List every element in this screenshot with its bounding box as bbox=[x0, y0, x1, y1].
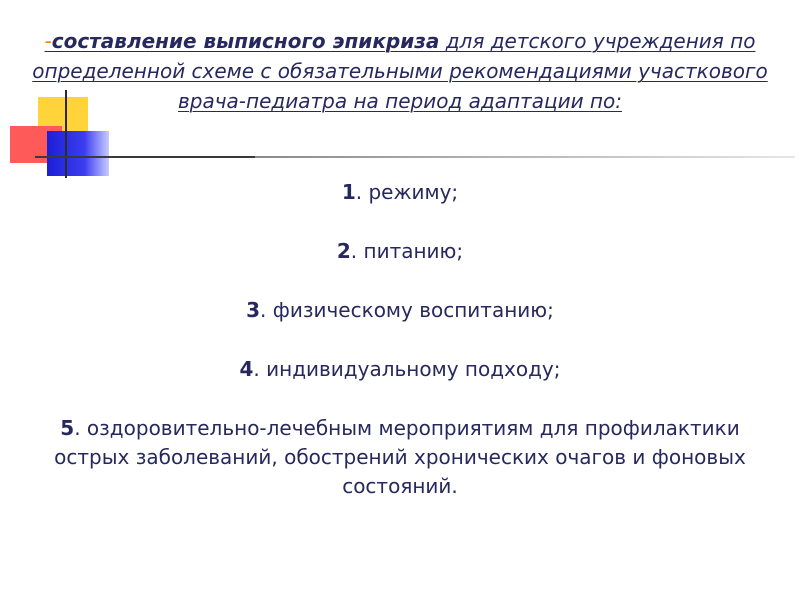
item-text: . индивидуальному подходу; bbox=[253, 357, 561, 381]
list-item bbox=[20, 237, 780, 266]
item-number: 1 bbox=[341, 180, 356, 204]
slide-heading bbox=[20, 26, 780, 116]
item-text: . физическому воспитанию; bbox=[260, 298, 554, 322]
list-item bbox=[20, 178, 780, 207]
heading-dash: - bbox=[44, 29, 52, 53]
item-number: 3 bbox=[246, 298, 261, 322]
decor-blue-square bbox=[47, 131, 109, 176]
item-text: . оздоровительно-лечебным мероприятиям для профилактики острых заболеваний, обострений хронических очагов и фоновых состояний. bbox=[54, 416, 746, 498]
list-item bbox=[20, 414, 780, 501]
item-number: 2 bbox=[336, 239, 351, 263]
item-number: 5 bbox=[60, 416, 75, 440]
item-text: . режиму; bbox=[355, 180, 459, 204]
heading-bold-text: составление выписного эпикриза bbox=[51, 29, 440, 53]
decor-horizontal-line bbox=[35, 156, 255, 158]
item-number: 4 bbox=[239, 357, 254, 381]
decor-horizontal-line-fade bbox=[255, 156, 795, 158]
recommendation-list bbox=[20, 178, 780, 531]
heading-rest-text: для детского учреждения по определенной схеме с обязательными рекомендациями участкового врача-педиатра на период адаптации по: bbox=[32, 29, 768, 113]
list-item bbox=[20, 355, 780, 384]
list-item bbox=[20, 296, 780, 325]
item-text: . питанию; bbox=[350, 239, 464, 263]
